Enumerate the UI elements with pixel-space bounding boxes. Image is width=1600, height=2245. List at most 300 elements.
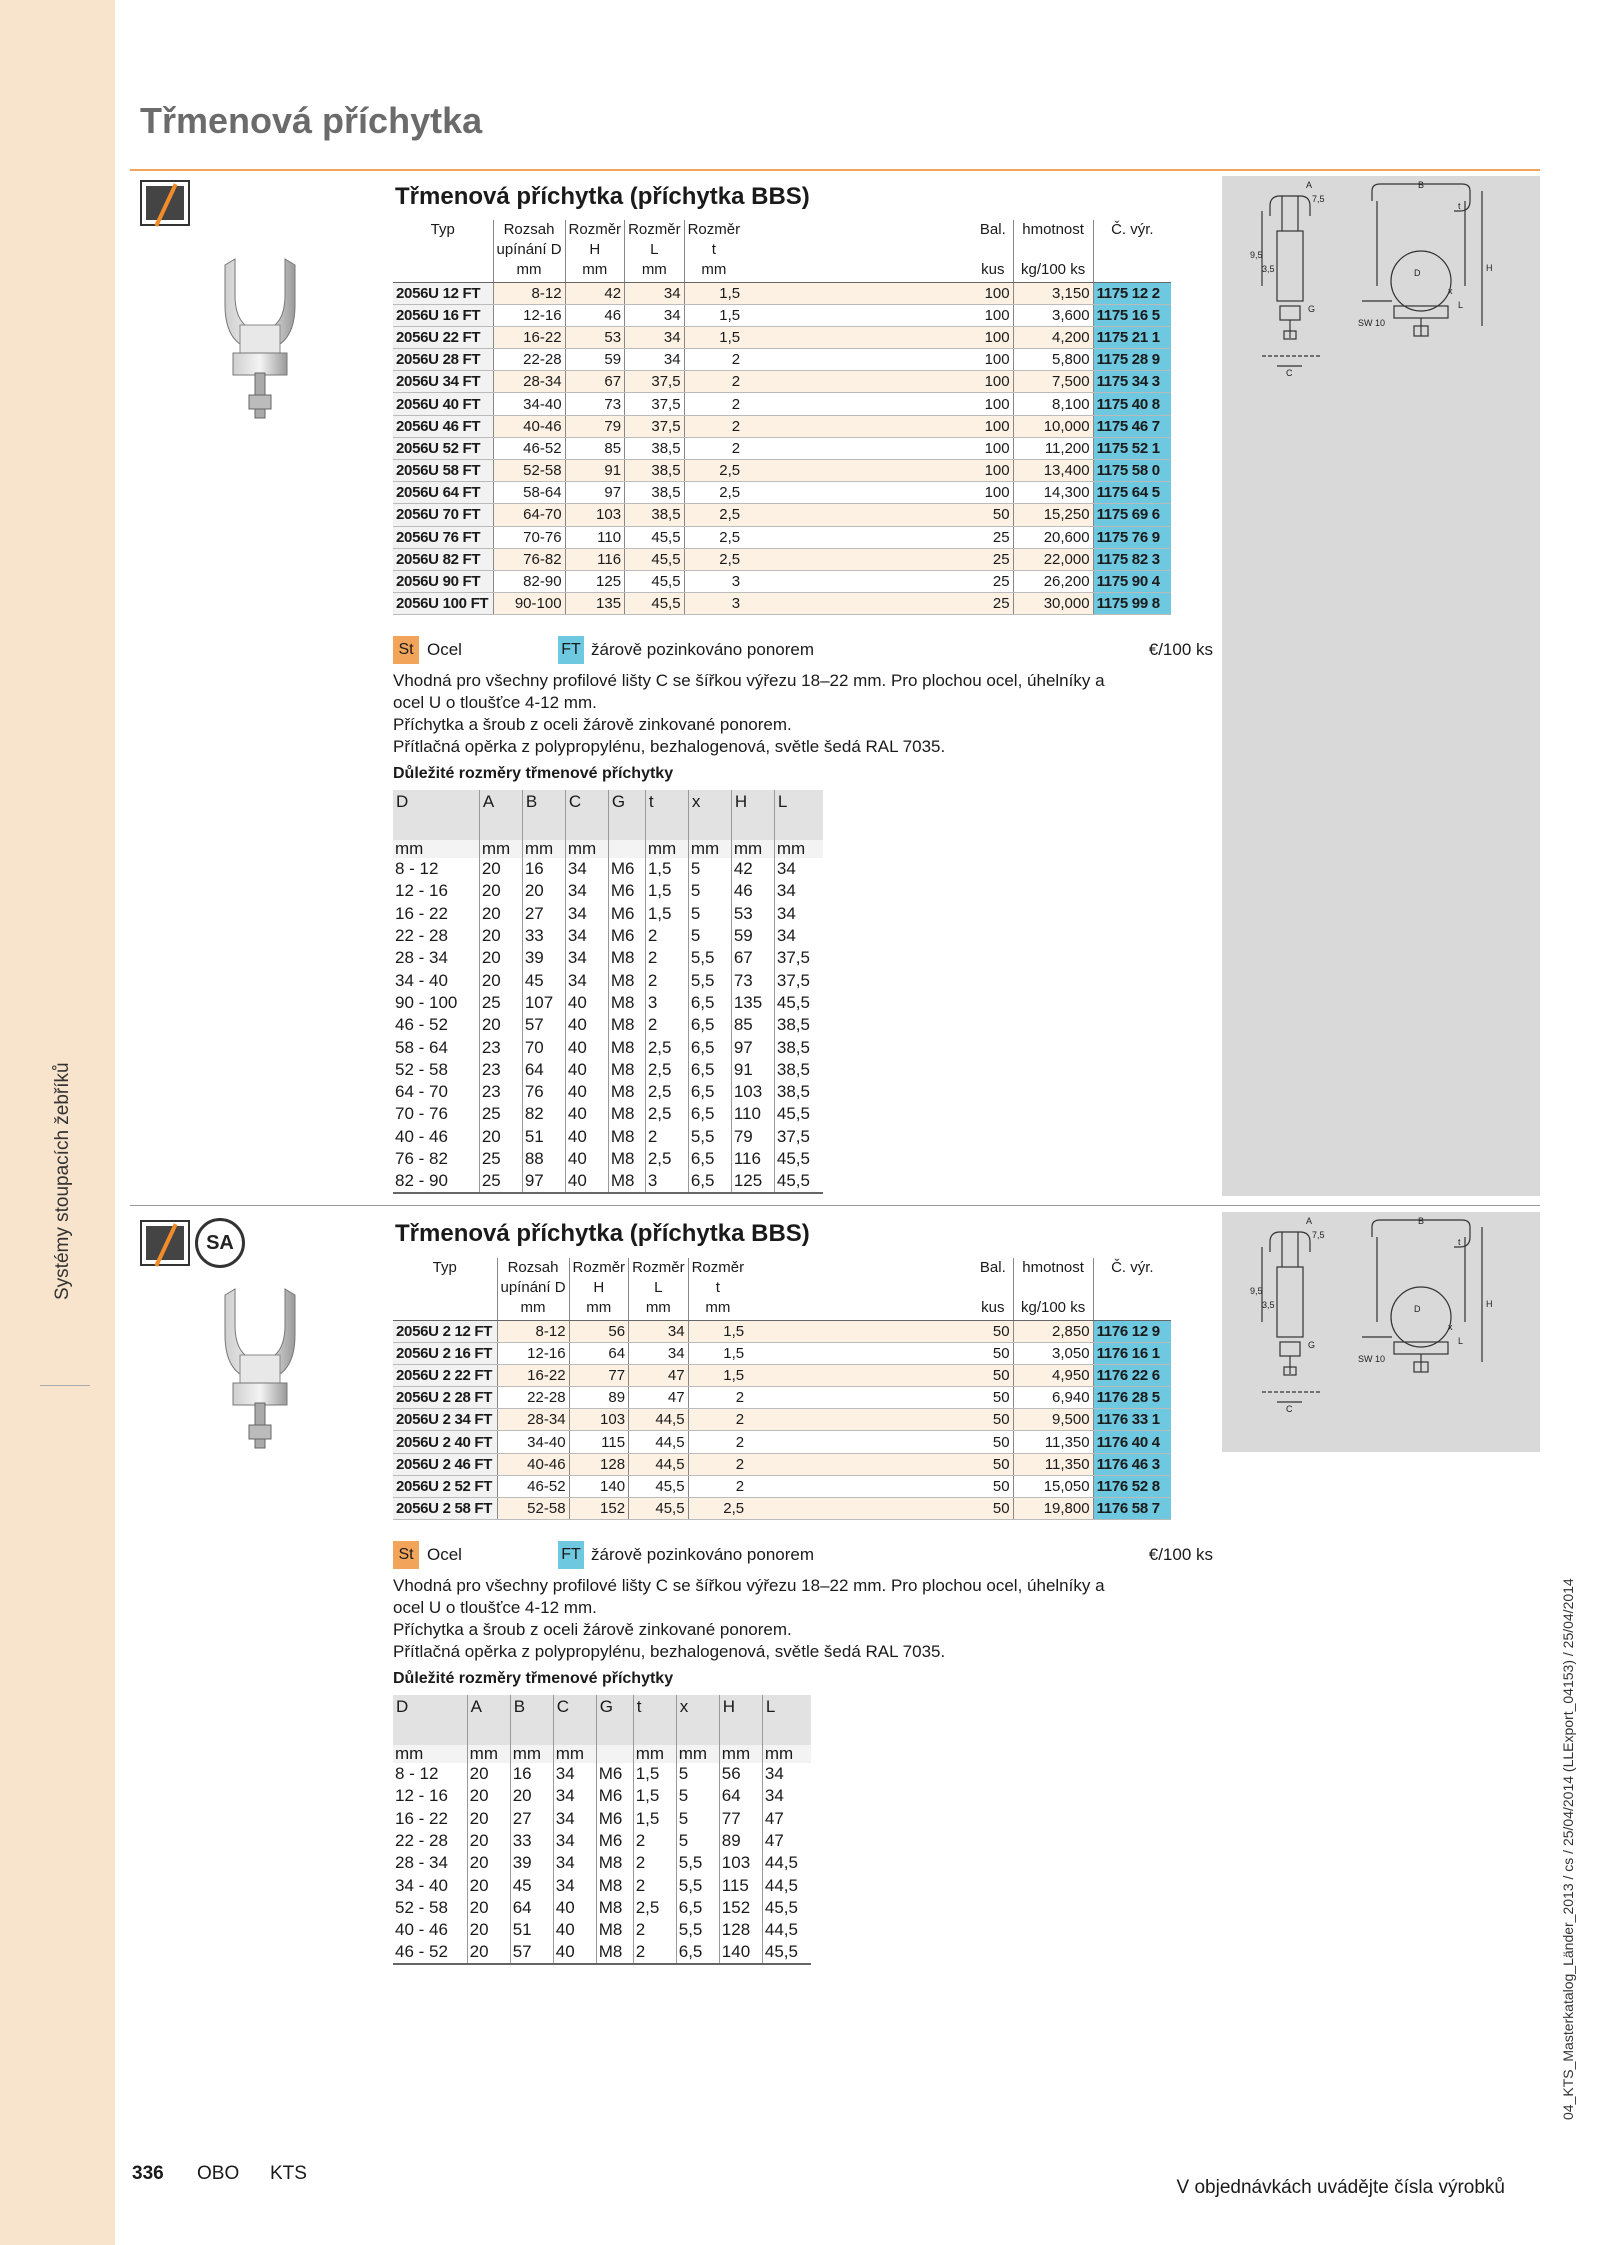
dim-cell: 16 xyxy=(522,858,565,880)
dim-cell: 56 xyxy=(719,1763,762,1785)
product-row xyxy=(393,1387,1171,1409)
dim-cell: M8 xyxy=(608,1126,645,1148)
cell-rozmer-t: 1,5 xyxy=(688,1320,747,1342)
cell-rozsah: 34-40 xyxy=(497,1431,569,1453)
dim-row xyxy=(393,903,823,925)
vertical-catalog-info: 04_KTS_Masterkatalog_Länder_2013 / cs / 25/04/2014 (LLExport_04153) / 25/04/2014 xyxy=(1560,1578,1576,2120)
dim-cell: 5 xyxy=(676,1763,719,1785)
dim-cell: 34 xyxy=(774,925,823,947)
dim-cell: 5,5 xyxy=(676,1874,719,1896)
dim-cell: 2,5 xyxy=(645,1103,688,1125)
cell-cvyr: 1176 33 1 xyxy=(1093,1409,1171,1431)
dim-cell: 40 xyxy=(553,1897,596,1919)
dim-cell: 2 xyxy=(633,1852,676,1874)
dim-cell: 34 xyxy=(762,1785,811,1807)
cell-rozmer-l: 45,5 xyxy=(625,526,685,548)
cell-rozsah: 8-12 xyxy=(497,1320,569,1342)
cell-cvyr: 1175 52 1 xyxy=(1093,437,1171,459)
dim-cell: 97 xyxy=(731,1036,774,1058)
dim-cell: 34 xyxy=(774,880,823,902)
th-rozmer-h: Rozměr H xyxy=(565,220,625,260)
dim-row xyxy=(393,1014,823,1036)
dim-header: B xyxy=(522,790,565,840)
dim-cell: 88 xyxy=(522,1148,565,1170)
dim-cell: 20 xyxy=(522,880,565,902)
cell-gap xyxy=(743,593,973,615)
price-unit: €/100 ks xyxy=(1148,1545,1213,1564)
th-cvyr: Č. výr. xyxy=(1093,1258,1171,1298)
dim-cell: 91 xyxy=(731,1059,774,1081)
dim-row xyxy=(393,1036,823,1058)
section2-description: Vhodná pro všechny profilové lišty C se šířkou výřezu 18–22 mm. Pro plochou ocel, úhelníky a ocel U o tloušťce 4-12 mm. Příchytka a šroub z oceli žárově zinkované ponorem. Přítlačná opěrka z polypropylénu, bezhalogenová, světle šedá RAL 7035. xyxy=(393,1576,1105,1661)
page-number: 336 xyxy=(132,2163,164,2184)
dim-header: L xyxy=(762,1695,811,1745)
footer-order-note: V objednávkách uvádějte čísla výrobků xyxy=(1176,2177,1505,2198)
dim-cell: 44,5 xyxy=(762,1919,811,1941)
cell-hmotnost: 3,150 xyxy=(1013,282,1093,304)
label-b: B xyxy=(1418,180,1425,190)
dim-cell: 20 xyxy=(467,1785,510,1807)
dim-cell: M8 xyxy=(608,1059,645,1081)
dim-cell: 22 - 28 xyxy=(395,1831,448,1851)
cell-hmotnost: 8,100 xyxy=(1013,393,1093,415)
cell-rozmer-h: 97 xyxy=(565,482,625,504)
dim-cell: 8 - 12 xyxy=(395,859,439,879)
cell-cvyr: 1175 82 3 xyxy=(1093,548,1171,570)
label-sw: SW 10 xyxy=(1358,318,1386,328)
dim-cell: 8 - 12 xyxy=(395,1764,439,1784)
cell-gap xyxy=(743,460,973,482)
cell-rozmer-t: 2,5 xyxy=(684,526,743,548)
dim-cell: 20 xyxy=(479,903,522,925)
cell-cvyr: 1175 90 4 xyxy=(1093,570,1171,592)
dim-cell: 27 xyxy=(510,1808,553,1830)
section2-drawing-panel xyxy=(1222,1212,1540,1452)
dim-cell: 103 xyxy=(731,1081,774,1103)
dim-unit xyxy=(608,840,645,858)
section1-product-table: Typ Rozsah upínání D Rozměr H Rozměr L Rozměr t Bal. hmotnost Č. výr. mm mm mm mm kus kg/100 ks 2056U 12 FT 8-12 42 34 1,5 100 3,150 1175 12 2 2056U 16 FT 12-16 46 34 1,5 100 3,600 1175 16 5 2056U 22 FT 16-22 53 34 1,5 100 4,200 1175 21 1 2056U 28 FT 22-28 59 34 2 100 5,800 1175 28 9 2056U 34 FT 28-34 67 37,5 2 100 7,500 1175 34 3 2056U 40 FT 34-40 73 37,5 2 100 8,100 1175 40 8 2056U 46 FT 40-46 79 37,5 2 100 10,000 1175 46 7 2056U 52 FT 46-52 85 38,5 2 100 11,200 1175 52 1 2056U 58 FT 52-58 91 38,5 2,5 100 13,400 1175 58 0 2056U 64 FT 58-64 97 38,5 2,5 100 14,300 1175 64 5 2056U 70 FT 64-70 103 38,5 2,5 50 15,250 1175 69 6 2056U 76 FT 70-76 110 45,5 2,5 25 20,600 1175 76 9 2056U 82 FT 76-82 116 45,5 2,5 25 22,000 1175 82 3 2056U 90 FT 82-90 125 45,5 3 25 26,200 1175 90 4 2056U 100 FT 90-100 135 45,5 3 25 30,000 1175 99 8 xyxy=(393,220,1171,615)
th-rozsah: Rozsah upínání D xyxy=(497,1258,569,1298)
cell-rozmer-t: 2 xyxy=(684,393,743,415)
cell-typ: 2056U 2 16 FT xyxy=(393,1342,497,1364)
dim-cell: M8 xyxy=(596,1941,633,1964)
dim-cell: 140 xyxy=(719,1941,762,1964)
dim-row xyxy=(393,1919,811,1941)
dim-cell: 39 xyxy=(510,1852,553,1874)
th-hmotnost: hmotnost xyxy=(1013,1258,1093,1298)
cell-rozmer-t: 2,5 xyxy=(684,548,743,570)
cell-bal: 50 xyxy=(973,1498,1013,1520)
dim-header: G xyxy=(608,790,645,840)
cell-bal: 100 xyxy=(973,393,1013,415)
dim-cell: 76 - 82 xyxy=(395,1149,448,1168)
cell-rozmer-h: 115 xyxy=(569,1431,629,1453)
cell-typ: 2056U 2 46 FT xyxy=(393,1453,497,1475)
section1-dim-title: Důležité rozměry třmenové příchytky xyxy=(393,765,674,782)
dim-cell: 1,5 xyxy=(645,903,688,925)
cell-typ: 2056U 34 FT xyxy=(393,371,493,393)
dim-unit: mm xyxy=(676,1745,719,1763)
dim-header: D xyxy=(393,1695,467,1745)
dim-row xyxy=(393,1170,823,1193)
dim-row xyxy=(393,1126,823,1148)
cell-rozmer-l: 38,5 xyxy=(625,504,685,526)
product-row xyxy=(393,1453,1171,1475)
cell-typ: 2056U 82 FT xyxy=(393,548,493,570)
cell-hmotnost: 4,950 xyxy=(1013,1364,1093,1386)
dim-cell: 6,5 xyxy=(688,1014,731,1036)
dim-cell: 59 xyxy=(731,925,774,947)
th-rozmer-l: Rozměr L xyxy=(629,1258,689,1298)
dim-cell: 37,5 xyxy=(774,1126,823,1148)
dim-cell: 2,5 xyxy=(645,1081,688,1103)
cell-rozmer-l: 44,5 xyxy=(629,1431,689,1453)
cell-gap xyxy=(747,1431,973,1453)
dim-cell: 64 xyxy=(510,1897,553,1919)
dim-cell: M6 xyxy=(608,858,645,880)
st-tag: St xyxy=(393,1541,419,1569)
dim-cell: 27 xyxy=(522,903,565,925)
cell-rozmer-h: 73 xyxy=(565,393,625,415)
cell-rozsah: 16-22 xyxy=(497,1364,569,1386)
th-rozmer-h: Rozměr H xyxy=(569,1258,629,1298)
dim-cell: 34 xyxy=(774,858,823,880)
cell-rozmer-h: 77 xyxy=(569,1364,629,1386)
footer-brand: OBO xyxy=(197,2163,240,2184)
th-hmotnost: hmotnost xyxy=(1013,220,1093,260)
cell-gap xyxy=(743,349,973,371)
dim-cell: 20 xyxy=(479,880,522,902)
cell-hmotnost: 19,800 xyxy=(1013,1498,1093,1520)
section2-title: Třmenová příchytka (příchytka BBS) xyxy=(395,1220,810,1247)
cell-hmotnost: 6,940 xyxy=(1013,1387,1093,1409)
cell-hmotnost: 2,850 xyxy=(1013,1320,1093,1342)
cell-rozmer-h: 103 xyxy=(565,504,625,526)
dim-cell: 2 xyxy=(645,969,688,991)
ft-tag: FT xyxy=(558,1541,584,1569)
dim-cell: 25 xyxy=(479,1148,522,1170)
cell-typ: 2056U 46 FT xyxy=(393,415,493,437)
cell-rozmer-h: 53 xyxy=(565,326,625,348)
cell-hmotnost: 11,350 xyxy=(1013,1431,1093,1453)
dim-cell: 5 xyxy=(676,1830,719,1852)
dim-cell: M8 xyxy=(596,1852,633,1874)
dim-cell: 20 xyxy=(479,1014,522,1036)
dim-header: B xyxy=(510,1695,553,1745)
th-rozmer-l: Rozměr L xyxy=(625,220,685,260)
cell-gap xyxy=(747,1364,973,1386)
dim-cell: 38,5 xyxy=(774,1036,823,1058)
cell-rozmer-h: 125 xyxy=(565,570,625,592)
product-row xyxy=(393,1364,1171,1386)
dim-cell: 44,5 xyxy=(762,1852,811,1874)
dim-cell: 73 xyxy=(731,969,774,991)
cell-bal: 100 xyxy=(973,282,1013,304)
cell-rozsah: 46-52 xyxy=(497,1475,569,1497)
dim-cell: 1,5 xyxy=(645,858,688,880)
st-tag: St xyxy=(393,636,419,664)
cell-rozsah: 40-46 xyxy=(497,1453,569,1475)
label-g: G xyxy=(1308,1340,1316,1350)
dim-cell: 128 xyxy=(719,1919,762,1941)
product-clip-image-2 xyxy=(205,1285,315,1465)
section1-title: Třmenová příchytka (příchytka BBS) xyxy=(395,183,810,210)
dim-cell: 22 - 28 xyxy=(395,926,448,946)
cell-rozmer-l: 38,5 xyxy=(625,482,685,504)
label-95: 9,5 xyxy=(1250,250,1263,260)
dim-cell: 5 xyxy=(676,1808,719,1830)
dim-cell: 5,5 xyxy=(688,1126,731,1148)
cell-rozmer-h: 103 xyxy=(569,1409,629,1431)
cell-hmotnost: 15,050 xyxy=(1013,1475,1093,1497)
dim-row xyxy=(393,1897,811,1919)
label-l: L xyxy=(1458,300,1464,310)
dim-header: C xyxy=(565,790,608,840)
cell-hmotnost: 14,300 xyxy=(1013,482,1093,504)
dim-cell: M6 xyxy=(608,903,645,925)
dim-cell: 76 xyxy=(522,1081,565,1103)
dim-cell: 97 xyxy=(522,1170,565,1193)
dim-cell: 34 xyxy=(774,903,823,925)
cell-bal: 25 xyxy=(973,548,1013,570)
dim-unit: mm xyxy=(467,1745,510,1763)
cell-hmotnost: 22,000 xyxy=(1013,548,1093,570)
product-row xyxy=(393,548,1171,570)
cell-bal: 100 xyxy=(973,326,1013,348)
dim-cell: 6,5 xyxy=(688,1059,731,1081)
cell-rozsah: 46-52 xyxy=(493,437,565,459)
dim-cell: 34 xyxy=(565,947,608,969)
cell-gap xyxy=(743,482,973,504)
cell-rozmer-t: 2,5 xyxy=(688,1498,747,1520)
cell-rozsah: 12-16 xyxy=(497,1342,569,1364)
dim-cell: 34 xyxy=(565,880,608,902)
dim-cell: 40 xyxy=(565,992,608,1014)
cell-hmotnost: 26,200 xyxy=(1013,570,1093,592)
dim-cell: 39 xyxy=(522,947,565,969)
dim-cell: 12 - 16 xyxy=(395,881,448,901)
th-bal: Bal. xyxy=(979,221,1006,238)
dim-unit xyxy=(596,1745,633,1763)
ft-tag: FT xyxy=(558,636,584,664)
th-typ: Typ xyxy=(430,221,455,238)
dim-cell: 52 - 58 xyxy=(395,1059,448,1079)
dim-header: A xyxy=(467,1695,510,1745)
cell-rozmer-h: 85 xyxy=(565,437,625,459)
section2-product-table: Typ Rozsah upínání D Rozměr H Rozměr L Rozměr t Bal. hmotnost Č. výr. mm mm mm mm kus kg/100 ks 2056U 2 12 FT 8-12 56 34 1,5 50 2,850 1176 12 9 2056U 2 16 FT 12-16 64 34 1,5 50 3,050 1176 16 1 2056U 2 22 FT 16-22 77 47 1,5 50 4,950 1176 22 6 2056U 2 28 FT 22-28 89 47 2 50 6,940 1176 28 5 2056U 2 34 FT 28-34 103 44,5 2 50 9,500 1176 33 1 2056U 2 40 FT 34-40 115 44,5 2 50 11,350 1176 40 4 2056U 2 46 FT 40-46 128 44,5 2 50 11,350 1176 46 3 2056U 2 52 FT 46-52 140 45,5 2 50 15,050 1176 52 8 2056U 2 58 FT 52-58 152 45,5 2,5 50 19,800 1176 58 7 xyxy=(393,1258,1171,1520)
label-h: H xyxy=(1486,263,1493,273)
th-rozsah: Rozsah upínání D xyxy=(493,220,565,260)
cell-hmotnost: 4,200 xyxy=(1013,326,1093,348)
section1-dimension-drawing xyxy=(1222,176,1540,406)
label-75: 7,5 xyxy=(1312,194,1325,204)
cell-typ: 2056U 12 FT xyxy=(393,282,493,304)
cell-bal: 50 xyxy=(973,1475,1013,1497)
dim-cell: 44,5 xyxy=(762,1874,811,1896)
dim-cell: 47 xyxy=(762,1808,811,1830)
cell-rozmer-t: 1,5 xyxy=(688,1342,747,1364)
dim-cell: M6 xyxy=(608,880,645,902)
cell-hmotnost: 11,200 xyxy=(1013,437,1093,459)
dim-header: t xyxy=(645,790,688,840)
dim-cell: 89 xyxy=(719,1830,762,1852)
dim-unit: mm xyxy=(688,840,731,858)
dim-cell: M8 xyxy=(608,1148,645,1170)
dim-cell: 20 xyxy=(467,1874,510,1896)
dim-cell: 46 - 52 xyxy=(395,1015,448,1035)
cell-cvyr: 1175 40 8 xyxy=(1093,393,1171,415)
cell-bal: 100 xyxy=(973,415,1013,437)
dim-cell: 64 - 70 xyxy=(395,1082,448,1102)
cell-rozsah: 90-100 xyxy=(493,593,565,615)
dim-cell: 45,5 xyxy=(774,1103,823,1125)
dim-cell: 40 xyxy=(553,1941,596,1964)
cell-bal: 50 xyxy=(973,1387,1013,1409)
dim-cell: M6 xyxy=(596,1808,633,1830)
dim-cell: 116 xyxy=(731,1148,774,1170)
cell-rozmer-l: 47 xyxy=(629,1387,689,1409)
dim-cell: 34 xyxy=(553,1852,596,1874)
dim-row xyxy=(393,1785,811,1807)
dim-cell: 40 - 46 xyxy=(395,1126,448,1146)
cell-cvyr: 1175 16 5 xyxy=(1093,304,1171,326)
label-c: C xyxy=(1286,368,1293,378)
dim-cell: 5,5 xyxy=(688,969,731,991)
cell-rozsah: 76-82 xyxy=(493,548,565,570)
cell-rozmer-h: 116 xyxy=(565,548,625,570)
dim-unit: mm xyxy=(393,1745,467,1763)
section2-material-row xyxy=(393,1541,1213,1569)
cell-rozsah: 28-34 xyxy=(493,371,565,393)
cell-bal: 50 xyxy=(973,1431,1013,1453)
dim-unit: mm xyxy=(762,1745,811,1763)
product-row xyxy=(393,570,1171,592)
cell-rozsah: 22-28 xyxy=(493,349,565,371)
dim-cell: 23 xyxy=(479,1059,522,1081)
dim-cell: M6 xyxy=(596,1830,633,1852)
dim-cell: M8 xyxy=(596,1897,633,1919)
label-sw: SW 10 xyxy=(1358,1354,1386,1364)
dim-cell: 2 xyxy=(645,1126,688,1148)
cell-gap xyxy=(747,1409,973,1431)
product-row xyxy=(393,1320,1171,1342)
cell-gap xyxy=(743,326,973,348)
dim-cell: M8 xyxy=(608,992,645,1014)
dim-cell: 45,5 xyxy=(762,1897,811,1919)
cell-hmotnost: 3,050 xyxy=(1013,1342,1093,1364)
cell-gap xyxy=(743,570,973,592)
cell-hmotnost: 7,500 xyxy=(1013,371,1093,393)
dim-unit: mm xyxy=(553,1745,596,1763)
product-row xyxy=(393,371,1171,393)
dim-cell: 64 xyxy=(719,1785,762,1807)
dim-cell: 20 xyxy=(467,1941,510,1964)
dim-cell: M8 xyxy=(596,1874,633,1896)
dim-cell: 34 xyxy=(565,903,608,925)
dim-cell: 20 xyxy=(479,1126,522,1148)
cell-rozmer-h: 152 xyxy=(569,1498,629,1520)
dim-cell: 3 xyxy=(645,1170,688,1193)
dim-header: C xyxy=(553,1695,596,1745)
dim-header: L xyxy=(774,790,823,840)
dim-cell: 40 xyxy=(565,1126,608,1148)
dim-header: D xyxy=(393,790,479,840)
dim-cell: 6,5 xyxy=(688,992,731,1014)
cell-gap xyxy=(747,1387,973,1409)
product-row xyxy=(393,593,1171,615)
cell-bal: 100 xyxy=(973,437,1013,459)
cell-rozmer-l: 38,5 xyxy=(625,437,685,459)
dim-cell: M6 xyxy=(608,925,645,947)
cell-bal: 50 xyxy=(973,504,1013,526)
cell-rozmer-t: 2 xyxy=(688,1431,747,1453)
dim-cell: 2 xyxy=(645,1014,688,1036)
cell-hmotnost: 9,500 xyxy=(1013,1409,1093,1431)
dim-cell: 33 xyxy=(522,925,565,947)
cell-typ: 2056U 22 FT xyxy=(393,326,493,348)
dim-unit: mm xyxy=(774,840,823,858)
label-x: x xyxy=(1448,1322,1453,1332)
cell-typ: 2056U 2 52 FT xyxy=(393,1475,497,1497)
th-typ: Typ xyxy=(432,1259,457,1276)
section2-dimension-table xyxy=(393,1695,811,1965)
dim-cell: 57 xyxy=(510,1941,553,1964)
dim-cell: 20 xyxy=(467,1830,510,1852)
dim-cell: 103 xyxy=(719,1852,762,1874)
cell-rozmer-l: 45,5 xyxy=(629,1498,689,1520)
dim-cell: 45,5 xyxy=(762,1941,811,1964)
label-g: G xyxy=(1308,304,1316,314)
cell-rozmer-l: 45,5 xyxy=(625,593,685,615)
dim-cell: 34 xyxy=(553,1874,596,1896)
cell-bal: 50 xyxy=(973,1409,1013,1431)
dim-cell: 6,5 xyxy=(676,1941,719,1964)
dim-cell: M8 xyxy=(608,1081,645,1103)
dim-cell: 1,5 xyxy=(633,1808,676,1830)
dim-cell: M8 xyxy=(608,1036,645,1058)
dim-header: x xyxy=(688,790,731,840)
cell-cvyr: 1175 99 8 xyxy=(1093,593,1171,615)
product-row xyxy=(393,1409,1171,1431)
cell-gap xyxy=(743,437,973,459)
dim-cell: M8 xyxy=(608,969,645,991)
cell-rozmer-h: 79 xyxy=(565,415,625,437)
cell-rozmer-l: 37,5 xyxy=(625,393,685,415)
cell-rozmer-l: 38,5 xyxy=(625,460,685,482)
dim-cell: 20 xyxy=(467,1897,510,1919)
cell-typ: 2056U 70 FT xyxy=(393,504,493,526)
dim-row xyxy=(393,1763,811,1785)
dim-row xyxy=(393,1148,823,1170)
cell-gap xyxy=(747,1475,973,1497)
dim-cell: 20 xyxy=(510,1785,553,1807)
cell-cvyr: 1176 52 8 xyxy=(1093,1475,1171,1497)
dim-cell: 34 - 40 xyxy=(395,970,448,990)
dim-cell: 40 xyxy=(565,1148,608,1170)
cell-rozmer-l: 34 xyxy=(625,349,685,371)
cell-gap xyxy=(743,526,973,548)
cell-typ: 2056U 16 FT xyxy=(393,304,493,326)
cell-rozmer-t: 1,5 xyxy=(688,1364,747,1386)
cell-rozmer-t: 1,5 xyxy=(684,304,743,326)
label-75: 7,5 xyxy=(1312,1230,1325,1240)
dim-cell: 2 xyxy=(645,925,688,947)
cell-bal: 50 xyxy=(973,1364,1013,1386)
dim-row xyxy=(393,1830,811,1852)
dim-cell: 2 xyxy=(633,1830,676,1852)
cell-typ: 2056U 100 FT xyxy=(393,593,493,615)
cell-rozsah: 28-34 xyxy=(497,1409,569,1431)
